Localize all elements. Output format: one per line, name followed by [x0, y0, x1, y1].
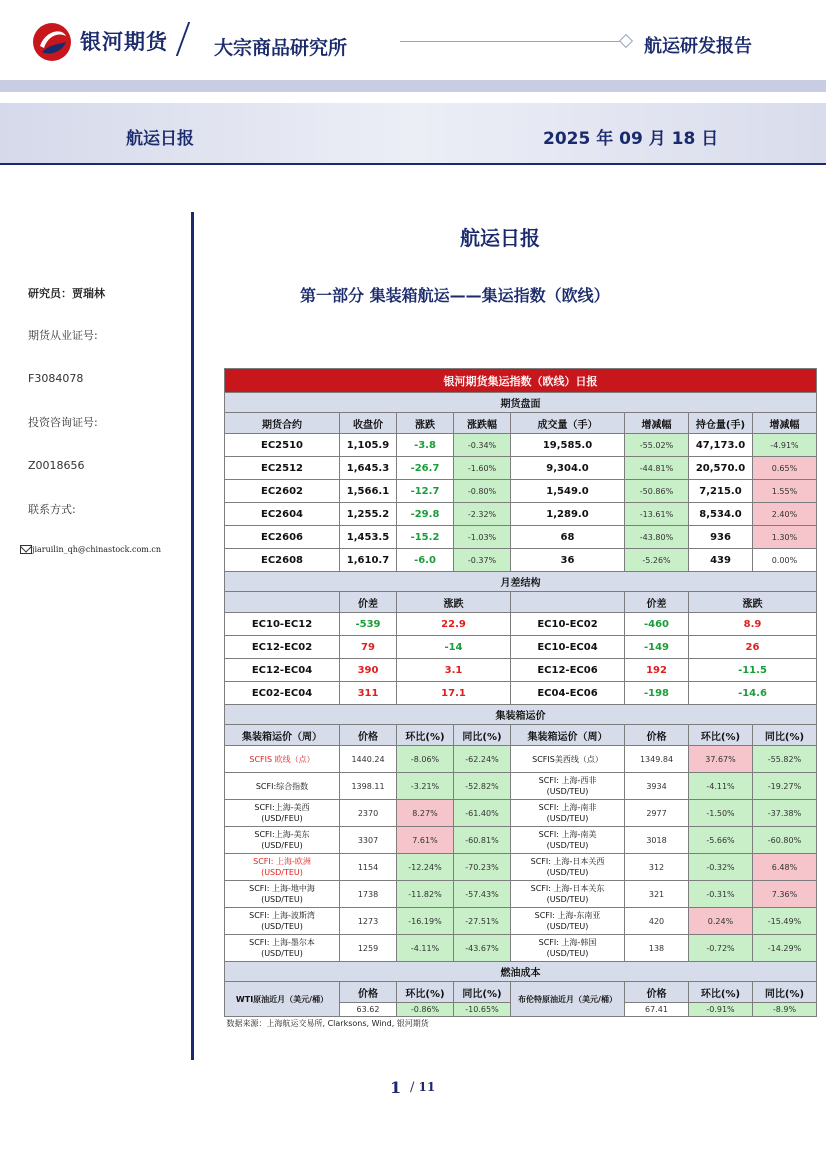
page-header: [0, 0, 826, 80]
volume-cell: 68: [511, 526, 625, 549]
futures-row: [225, 503, 817, 526]
open-interest-cell: 7,215.0: [689, 480, 753, 503]
invest-cert-label: 投资咨询证号:: [28, 416, 98, 429]
open-interest-cell: 936: [689, 526, 753, 549]
freight-index-name: SCFI: 上海-南非 (USD/TEU): [511, 800, 625, 827]
column-header: 集装箱运价（周）: [511, 725, 625, 746]
freight-price: 1738: [340, 881, 397, 908]
volume-pct-cell: -5.26%: [625, 549, 689, 572]
contract-cell: EC2604: [225, 503, 340, 526]
company-logo-icon: [32, 22, 72, 62]
data-source: 数据来源：上海航运交易所, Clarksons, Wind, 银河期货: [226, 1018, 429, 1028]
open-interest-cell: 20,570.0: [689, 457, 753, 480]
spread-value: 311: [340, 682, 397, 705]
freight-yoy: 7.36%: [753, 881, 817, 908]
open-interest-cell: 439: [689, 549, 753, 572]
freight-mom: -0.72%: [689, 935, 753, 962]
freight-yoy: -61.40%: [454, 800, 511, 827]
open-interest-cell: 47,173.0: [689, 434, 753, 457]
close-cell: 1,255.2: [340, 503, 397, 526]
volume-cell: 19,585.0: [511, 434, 625, 457]
close-cell: 1,610.7: [340, 549, 397, 572]
contract-cell: EC2602: [225, 480, 340, 503]
institute-name: 大宗商品研究所: [214, 37, 348, 59]
freight-index-name: SCFI: 上海-墨尔本 (USD/TEU): [225, 935, 340, 962]
report-date: 2025 年 09 月 18 日: [543, 129, 719, 149]
freight-yoy: -60.81%: [454, 827, 511, 854]
total-pages: 11: [418, 1080, 436, 1094]
spread-value: 192: [625, 659, 689, 682]
spread-row: [225, 636, 817, 659]
fuel-header-row: [225, 982, 817, 1003]
oi-pct-cell: 0.65%: [753, 457, 817, 480]
freight-yoy: -57.43%: [454, 881, 511, 908]
futures-row: [225, 549, 817, 572]
futures-cert-number: F3084078: [28, 372, 84, 385]
freight-yoy: -15.49%: [753, 908, 817, 935]
page-total: [410, 1080, 435, 1095]
freight-row: [225, 881, 817, 908]
sidebar-divider: [191, 212, 194, 1060]
diamond-icon: [619, 34, 633, 48]
freight-price: 2370: [340, 800, 397, 827]
freight-mom: -3.21%: [397, 773, 454, 800]
freight-index-name: SCFI:上海-美东 (USD/FEU): [225, 827, 340, 854]
freight-yoy: -62.24%: [454, 746, 511, 773]
freight-price: 3018: [625, 827, 689, 854]
freight-index-name: SCFIS 欧线（点）: [225, 746, 340, 773]
spread-row: [225, 659, 817, 682]
column-header: 收盘价: [340, 413, 397, 434]
freight-section-title: 集装箱运价: [225, 705, 817, 725]
freight-price: 312: [625, 854, 689, 881]
spread-name: EC10-EC02: [511, 613, 625, 636]
futures-section-title: 期货盘面: [225, 393, 817, 413]
column-header: 增减幅: [625, 413, 689, 434]
change-cell: -12.7: [397, 480, 454, 503]
column-header: 持仓量(手): [689, 413, 753, 434]
freight-mom: -12.24%: [397, 854, 454, 881]
column-header: 同比(%): [454, 982, 511, 1003]
change-pct-cell: -0.80%: [454, 480, 511, 503]
freight-row: [225, 800, 817, 827]
freight-index-name: SCFI: 上海-南美 (USD/TEU): [511, 827, 625, 854]
column-header: 价格: [340, 982, 397, 1003]
fuel-yoy: -10.65%: [454, 1003, 511, 1017]
column-header: [225, 592, 340, 613]
researcher-name: 研究员：贾瑞林: [28, 287, 105, 300]
column-header: 环比(%): [689, 725, 753, 746]
freight-mom: -4.11%: [689, 773, 753, 800]
futures-row: [225, 526, 817, 549]
volume-pct-cell: -13.61%: [625, 503, 689, 526]
column-header: 同比(%): [753, 725, 817, 746]
freight-mom: -1.50%: [689, 800, 753, 827]
freight-index-name: SCFI: 上海-欧洲 (USD/TEU): [225, 854, 340, 881]
freight-yoy: -70.23%: [454, 854, 511, 881]
freight-mom: -11.82%: [397, 881, 454, 908]
spread-change: 8.9: [689, 613, 817, 636]
volume-pct-cell: -55.02%: [625, 434, 689, 457]
section-heading: 第一部分 集装箱航运——集运指数（欧线）: [300, 286, 610, 305]
freight-row: [225, 773, 817, 800]
spread-value: -460: [625, 613, 689, 636]
contact-label: 联系方式:: [28, 503, 76, 516]
change-pct-cell: -0.37%: [454, 549, 511, 572]
freight-price: 1349.84: [625, 746, 689, 773]
column-header: 价差: [340, 592, 397, 613]
freight-price: 2977: [625, 800, 689, 827]
freight-yoy: -55.82%: [753, 746, 817, 773]
column-header: 环比(%): [397, 982, 454, 1003]
freight-mom: -5.66%: [689, 827, 753, 854]
freight-price: 3934: [625, 773, 689, 800]
title-band-rule: [0, 163, 826, 165]
spread-name: EC12-EC04: [225, 659, 340, 682]
freight-price: 1154: [340, 854, 397, 881]
spread-value: -539: [340, 613, 397, 636]
freight-yoy: -37.38%: [753, 800, 817, 827]
column-header: 价格: [625, 725, 689, 746]
freight-index-name: SCFI:综合指数: [225, 773, 340, 800]
freight-row: [225, 908, 817, 935]
spread-name: EC04-EC06: [511, 682, 625, 705]
spread-name: EC02-EC04: [225, 682, 340, 705]
fuel-price: 63.62: [340, 1003, 397, 1017]
close-cell: 1,453.5: [340, 526, 397, 549]
close-cell: 1,645.3: [340, 457, 397, 480]
freight-mom: 7.61%: [397, 827, 454, 854]
oi-pct-cell: 1.55%: [753, 480, 817, 503]
spread-change: -14: [397, 636, 511, 659]
freight-index-name: SCFI: 上海-东南亚 (USD/TEU): [511, 908, 625, 935]
freight-price: 420: [625, 908, 689, 935]
change-cell: -3.8: [397, 434, 454, 457]
freight-mom: -8.06%: [397, 746, 454, 773]
contact-email[interactable]: jiaruilin_qh@chinastock.com.cn: [32, 545, 162, 554]
change-pct-cell: -1.03%: [454, 526, 511, 549]
column-header: 成交量（手）: [511, 413, 625, 434]
column-header: [511, 592, 625, 613]
spread-change: 22.9: [397, 613, 511, 636]
change-cell: -26.7: [397, 457, 454, 480]
page-number: 1: [390, 1078, 402, 1097]
freight-index-name: SCFI: 上海-日本关西 (USD/TEU): [511, 854, 625, 881]
freight-yoy: -43.67%: [454, 935, 511, 962]
band-title: 航运日报: [126, 129, 194, 149]
spread-value: 390: [340, 659, 397, 682]
page-separator: /: [410, 1080, 415, 1095]
freight-yoy: -52.82%: [454, 773, 511, 800]
column-header: 价格: [625, 982, 689, 1003]
change-cell: -29.8: [397, 503, 454, 526]
freight-index-name: SCFI: 上海-地中海 (USD/TEU): [225, 881, 340, 908]
freight-mom: 0.24%: [689, 908, 753, 935]
close-cell: 1,105.9: [340, 434, 397, 457]
futures-row: [225, 480, 817, 503]
freight-mom: 8.27%: [397, 800, 454, 827]
volume-pct-cell: -43.80%: [625, 526, 689, 549]
futures-row: [225, 434, 817, 457]
spread-value: 79: [340, 636, 397, 659]
volume-pct-cell: -44.81%: [625, 457, 689, 480]
header-rule: [400, 41, 620, 42]
futures-row: [225, 457, 817, 480]
freight-mom: -0.32%: [689, 854, 753, 881]
freight-yoy: -14.29%: [753, 935, 817, 962]
freight-price: 138: [625, 935, 689, 962]
futures-header-row: [225, 413, 817, 434]
freight-mom: -4.11%: [397, 935, 454, 962]
report-type: 航运研发报告: [644, 36, 752, 57]
freight-yoy: -60.80%: [753, 827, 817, 854]
oi-pct-cell: 1.30%: [753, 526, 817, 549]
freight-header-row: [225, 725, 817, 746]
freight-price: 1440.24: [340, 746, 397, 773]
freight-index-name: SCFI: 上海-韩国 (USD/TEU): [511, 935, 625, 962]
contract-cell: EC2608: [225, 549, 340, 572]
change-pct-cell: -2.32%: [454, 503, 511, 526]
table-title: 银河期货集运指数（欧线）日报: [225, 369, 817, 393]
change-cell: -6.0: [397, 549, 454, 572]
freight-index-name: SCFI: 上海-波斯湾 (USD/TEU): [225, 908, 340, 935]
freight-price: 321: [625, 881, 689, 908]
spread-value: -198: [625, 682, 689, 705]
futures-cert-label: 期货从业证号:: [28, 329, 98, 342]
oi-pct-cell: 0.00%: [753, 549, 817, 572]
freight-price: 3307: [340, 827, 397, 854]
header-stripe: [0, 80, 826, 92]
freight-yoy: 6.48%: [753, 854, 817, 881]
fuel-name: 布伦特原油近月（美元/桶）: [511, 982, 625, 1017]
column-header: 价差: [625, 592, 689, 613]
contract-cell: EC2512: [225, 457, 340, 480]
contract-cell: EC2510: [225, 434, 340, 457]
invest-cert-number: Z0018656: [28, 459, 85, 472]
volume-cell: 1,549.0: [511, 480, 625, 503]
change-pct-cell: -0.34%: [454, 434, 511, 457]
column-header: 增减幅: [753, 413, 817, 434]
column-header: 环比(%): [397, 725, 454, 746]
freight-price: 1259: [340, 935, 397, 962]
freight-price: 1398.11: [340, 773, 397, 800]
column-header: 集装箱运价（周）: [225, 725, 340, 746]
fuel-yoy: -8.9%: [753, 1003, 817, 1017]
freight-row: [225, 854, 817, 881]
content-title: 航运日报: [460, 226, 540, 250]
spread-value: -149: [625, 636, 689, 659]
contract-cell: EC2606: [225, 526, 340, 549]
volume-pct-cell: -50.86%: [625, 480, 689, 503]
spread-header-row: [225, 592, 817, 613]
fuel-mom: -0.86%: [397, 1003, 454, 1017]
column-header: 价格: [340, 725, 397, 746]
freight-mom: 37.67%: [689, 746, 753, 773]
spread-name: EC10-EC12: [225, 613, 340, 636]
spread-change: -11.5: [689, 659, 817, 682]
spread-name: EC10-EC04: [511, 636, 625, 659]
column-header: 涨跌幅: [454, 413, 511, 434]
freight-row: [225, 827, 817, 854]
column-header: 涨跌: [397, 413, 454, 434]
fuel-name: WTI原油近月（美元/桶）: [225, 982, 340, 1017]
freight-yoy: -19.27%: [753, 773, 817, 800]
column-header: 同比(%): [753, 982, 817, 1003]
oi-pct-cell: 2.40%: [753, 503, 817, 526]
freight-mom: -16.19%: [397, 908, 454, 935]
column-header: 涨跌: [689, 592, 817, 613]
change-cell: -15.2: [397, 526, 454, 549]
spread-change: 26: [689, 636, 817, 659]
volume-cell: 1,289.0: [511, 503, 625, 526]
index-daily-table: [224, 368, 816, 1030]
freight-index-name: SCFIS美西线（点）: [511, 746, 625, 773]
spread-name: EC12-EC06: [511, 659, 625, 682]
column-header: 环比(%): [689, 982, 753, 1003]
column-header: 涨跌: [397, 592, 511, 613]
header-divider: [176, 22, 190, 56]
spread-name: EC12-EC02: [225, 636, 340, 659]
column-header: 期货合约: [225, 413, 340, 434]
freight-row: [225, 746, 817, 773]
fuel-mom: -0.91%: [689, 1003, 753, 1017]
fuel-price: 67.41: [625, 1003, 689, 1017]
column-header: 同比(%): [454, 725, 511, 746]
fuel-section-title: 燃油成本: [225, 962, 817, 982]
oi-pct-cell: -4.91%: [753, 434, 817, 457]
freight-index-name: SCFI:上海-美西 (USD/FEU): [225, 800, 340, 827]
freight-price: 1273: [340, 908, 397, 935]
mail-icon: [20, 545, 32, 554]
volume-cell: 9,304.0: [511, 457, 625, 480]
spread-row: [225, 613, 817, 636]
company-name: 银河期货: [80, 30, 168, 54]
freight-mom: -0.31%: [689, 881, 753, 908]
spread-section-title: 月差结构: [225, 572, 817, 592]
spread-change: -14.6: [689, 682, 817, 705]
spread-change: 3.1: [397, 659, 511, 682]
freight-row: [225, 935, 817, 962]
spread-row: [225, 682, 817, 705]
volume-cell: 36: [511, 549, 625, 572]
spread-change: 17.1: [397, 682, 511, 705]
freight-index-name: SCFI: 上海-日本关东 (USD/TEU): [511, 881, 625, 908]
open-interest-cell: 8,534.0: [689, 503, 753, 526]
freight-yoy: -27.51%: [454, 908, 511, 935]
change-pct-cell: -1.60%: [454, 457, 511, 480]
freight-index-name: SCFI: 上海-西非 (USD/TEU): [511, 773, 625, 800]
close-cell: 1,566.1: [340, 480, 397, 503]
